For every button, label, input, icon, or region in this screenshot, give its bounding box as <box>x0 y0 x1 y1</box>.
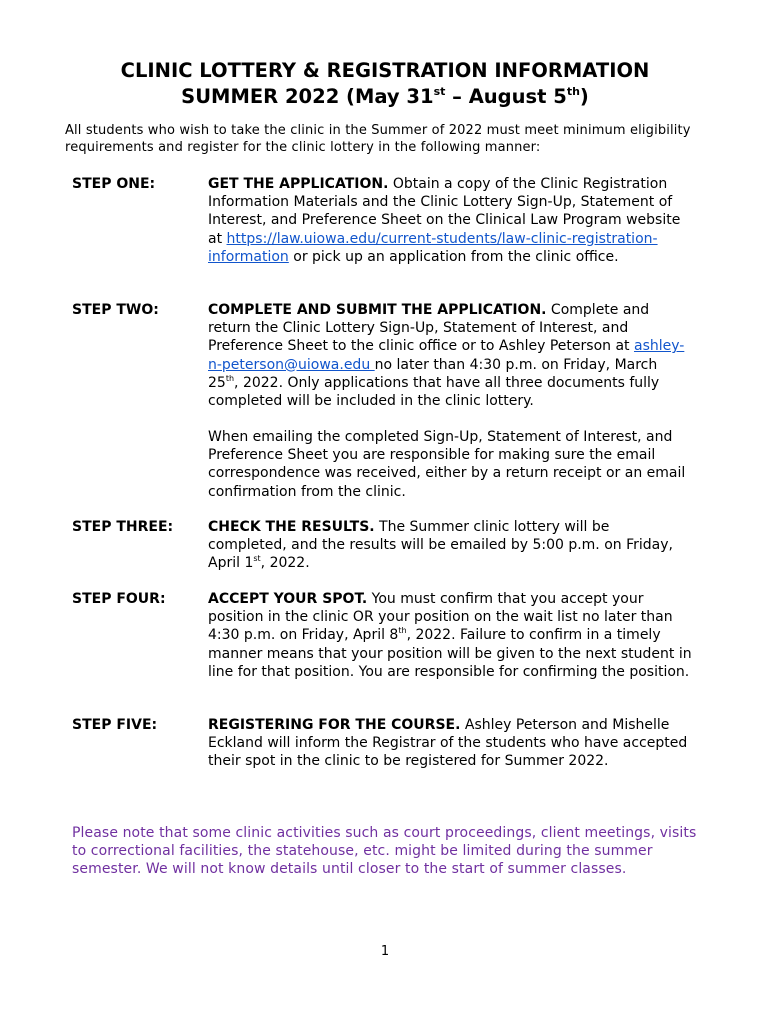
email-link[interactable]: ashley-n-peterson@uiowa.edu <box>208 338 685 373</box>
title-line-2-part-a: SUMMER 2022 (May 31 <box>181 85 434 108</box>
step-four-label: STEP FOUR: <box>72 591 166 607</box>
step-four-heading: ACCEPT YOUR SPOT. <box>208 591 368 607</box>
step-one-body-2: or pick up an application from the clinic office. <box>288 248 619 265</box>
step-one-body-1: Obtain a copy of the Clinic Registration Information Materials and the Clinic Lottery Sign-Up, Statement of Interest, and Preference Sheet on the Clinical Law Program website at <box>208 176 681 247</box>
title-line-2-part-b: – August 5 <box>445 85 567 108</box>
step-three-label: STEP THREE: <box>72 519 174 535</box>
summer-note: Please note that some clinic activities such as court proceedings, client meetings, visits to correctional facilities, the statehouse, etc. might be limited during the summer semester. We will not know details until closer to the start of summer classes. <box>72 825 697 878</box>
step-four-body-2: , 2022. Failure to confirm in a timely manner means that your position will be given to the next student in line for that position. You are responsible for confirming the position. <box>208 627 692 680</box>
step-two-body-1: Complete and return the Clinic Lottery Sign-Up, Statement of Interest, and Preference Sheet to the clinic office or to Ashley Peterson at <box>208 302 650 355</box>
step-one-heading: GET THE APPLICATION. <box>208 176 389 192</box>
step-three-body-1: The Summer clinic lottery will be completed, and the results will be emailed by 5:00 p.m. on Friday, April 1 <box>208 519 673 572</box>
page-number: 1 <box>380 944 390 959</box>
step-two-label: STEP TWO: <box>72 302 159 318</box>
step-five-text <box>208 716 692 771</box>
step-three-heading: CHECK THE RESULTS. <box>208 519 375 535</box>
title-line-2 <box>0 84 770 110</box>
step-two-body-2: no later than 4:30 p.m. on Friday, March 25 <box>208 356 658 391</box>
step-one-text <box>208 175 692 266</box>
step-three-sup: st <box>253 554 261 564</box>
step-five-heading: REGISTERING FOR THE COURSE. <box>208 717 461 733</box>
intro-paragraph: All students who wish to take the clinic in the Summer of 2022 must meet minimum eligibility requirements and register for the clinic lottery in the following manner: <box>65 123 691 155</box>
title-sup-st: st <box>433 85 446 98</box>
clinic-website-link[interactable]: https://law.uiowa.edu/current-students/law-clinic-registration-information <box>208 230 658 265</box>
step-two-body-3: , 2022. Only applications that have all three documents fully completed will be included in the clinic lottery. <box>208 374 660 410</box>
title-line-2-part-c: ) <box>579 85 589 108</box>
step-four-body-1: You must confirm that you accept your position in the clinic OR your position on the wait list no later than 4:30 p.m. on Friday, April 8 <box>208 591 673 644</box>
step-five-body-1: Ashley Peterson and Mishelle Eckland will inform the Registrar of the students who have accepted their spot in the clinic to be registered for Summer 2022. <box>208 717 688 770</box>
step-one-label: STEP ONE: <box>72 176 156 192</box>
step-four-sup: th <box>398 626 407 636</box>
step-two-paragraph-2: When emailing the completed Sign-Up, Statement of Interest, and Preference Sheet you are responsible for making sure the email correspondence was received, either by a return receipt or an email confirmation from the clinic. <box>208 429 686 500</box>
step-three-text <box>208 518 692 573</box>
title-sup-th: th <box>566 85 580 98</box>
title-line-1-text: CLINIC LOTTERY & REGISTRATION INFORMATION <box>120 59 650 82</box>
step-three-body-2: , 2022. <box>260 555 310 572</box>
step-two-heading: COMPLETE AND SUBMIT THE APPLICATION. <box>208 302 547 318</box>
step-four-text <box>208 590 692 681</box>
title-line-1 <box>0 58 770 84</box>
step-five-label: STEP FIVE: <box>72 717 158 733</box>
step-two-sup: th <box>225 373 235 383</box>
step-two-text <box>208 301 692 410</box>
